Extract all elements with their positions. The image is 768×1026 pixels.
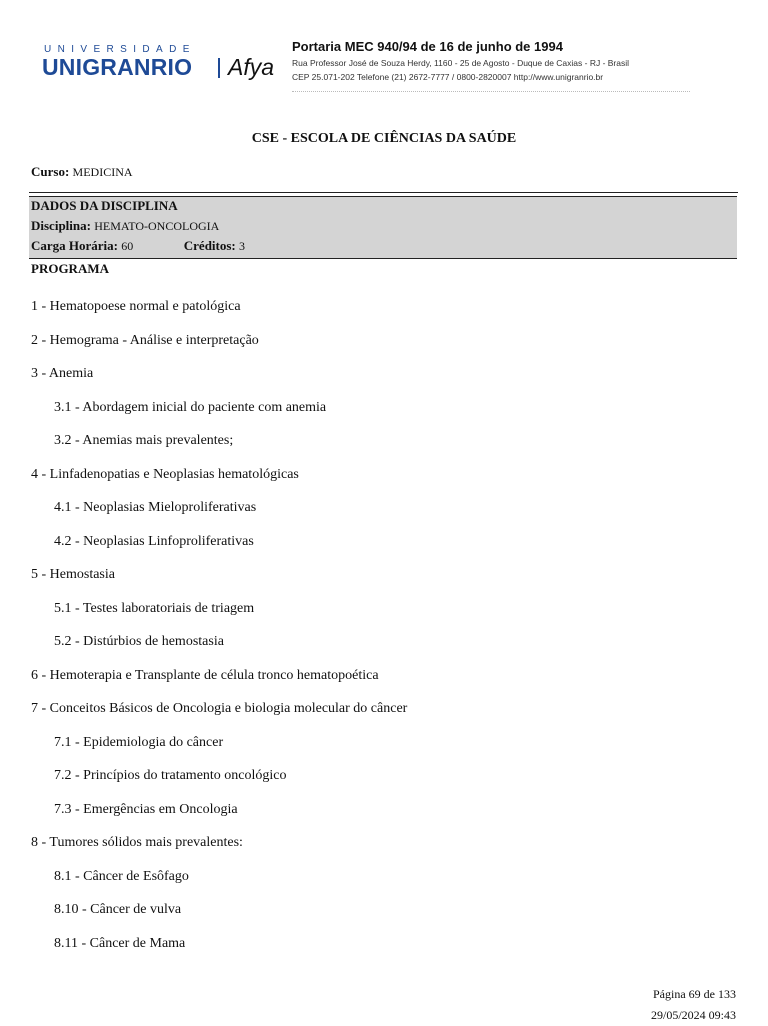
curso-line bbox=[31, 164, 133, 180]
contact-text: CEP 25.071-202 Telefone (21) 2672-7777 / 0800-2820007 http://www.unigranrio.br bbox=[292, 72, 604, 82]
program-subitem: 8.10 - Câncer de vulva bbox=[54, 902, 182, 917]
program-subitem: 4.1 - Neoplasias Mieloproliferativas bbox=[54, 500, 257, 515]
program-subitem: 3.1 - Abordagem inicial do paciente com anemia bbox=[54, 400, 327, 415]
discipline-box-title: DADOS DA DISCIPLINA bbox=[31, 198, 178, 213]
credits-label: Créditos: bbox=[183, 238, 236, 253]
workload-label: Carga Horária: bbox=[31, 238, 119, 253]
discipline-line bbox=[31, 218, 219, 234]
program-subitem: 5.2 - Distúrbios de hemostasia bbox=[54, 634, 224, 649]
program-subitem: 8.1 - Câncer de Esôfago bbox=[54, 869, 189, 884]
print-datetime: 29/05/2024 09:43 bbox=[650, 1008, 736, 1022]
discipline-data-box bbox=[29, 196, 737, 259]
school-title: CSE - ESCOLA DE CIÊNCIAS DA SAÚDE bbox=[251, 131, 517, 146]
program-subitem: 5.1 - Testes laboratoriais de triagem bbox=[54, 601, 255, 616]
header-divider bbox=[292, 91, 690, 92]
program-item: 3 - Anemia bbox=[31, 366, 94, 381]
program-subitem: 4.2 - Neoplasias Linfoproliferativas bbox=[54, 534, 254, 549]
page-number: Página 69 de 133 bbox=[653, 987, 736, 1001]
program-subitem: 7.3 - Emergências em Oncologia bbox=[54, 802, 238, 817]
workload-value: 60 bbox=[121, 239, 134, 253]
university-logo bbox=[42, 44, 282, 84]
program-item: 8 - Tumores sólidos mais prevalentes: bbox=[31, 835, 243, 850]
page-footer bbox=[651, 984, 736, 1026]
program-item: 7 - Conceitos Básicos de Oncologia e biologia molecular do câncer bbox=[31, 701, 408, 716]
program-subitem: 7.2 - Princípios do tratamento oncológico bbox=[54, 768, 287, 783]
curso-value: MEDICINA bbox=[72, 165, 133, 179]
program-item: 2 - Hemograma - Análise e interpretação bbox=[31, 333, 259, 348]
program-item: 4 - Linfadenopatias e Neoplasias hematológicas bbox=[31, 467, 299, 482]
logo-top-text: UNIVERSIDADE bbox=[44, 44, 196, 55]
workload-line bbox=[31, 238, 245, 254]
logo-name: UNIGRANRIO bbox=[42, 54, 193, 80]
discipline-value: HEMATO-ONCOLOGIA bbox=[94, 219, 220, 233]
program-title: PROGRAMA bbox=[31, 261, 109, 276]
header-info bbox=[292, 38, 692, 84]
address-text: Rua Professor José de Souza Herdy, 1160 - 25 de Agosto - Duque de Caxias - RJ - Brasil bbox=[292, 58, 630, 68]
discipline-label: Disciplina: bbox=[31, 218, 91, 233]
program-subitem: 7.1 - Epidemiologia do câncer bbox=[54, 735, 224, 750]
program-item: 1 - Hematopoese normal e patológica bbox=[31, 299, 241, 314]
logo-divider bbox=[218, 58, 220, 78]
portaria-text: Portaria MEC 940/94 de 16 de junho de 1994 bbox=[292, 39, 563, 54]
program-subitem: 8.11 - Câncer de Mama bbox=[54, 936, 186, 951]
program-item: 5 - Hemostasia bbox=[31, 567, 115, 582]
program-item: 6 - Hemoterapia e Transplante de célula tronco hematopoética bbox=[31, 668, 379, 683]
credits-value: 3 bbox=[239, 239, 246, 253]
curso-label: Curso: bbox=[31, 164, 70, 179]
program-subitem: 3.2 - Anemias mais prevalentes; bbox=[54, 433, 234, 448]
logo-partner: Afya bbox=[228, 54, 275, 80]
divider bbox=[29, 192, 738, 193]
